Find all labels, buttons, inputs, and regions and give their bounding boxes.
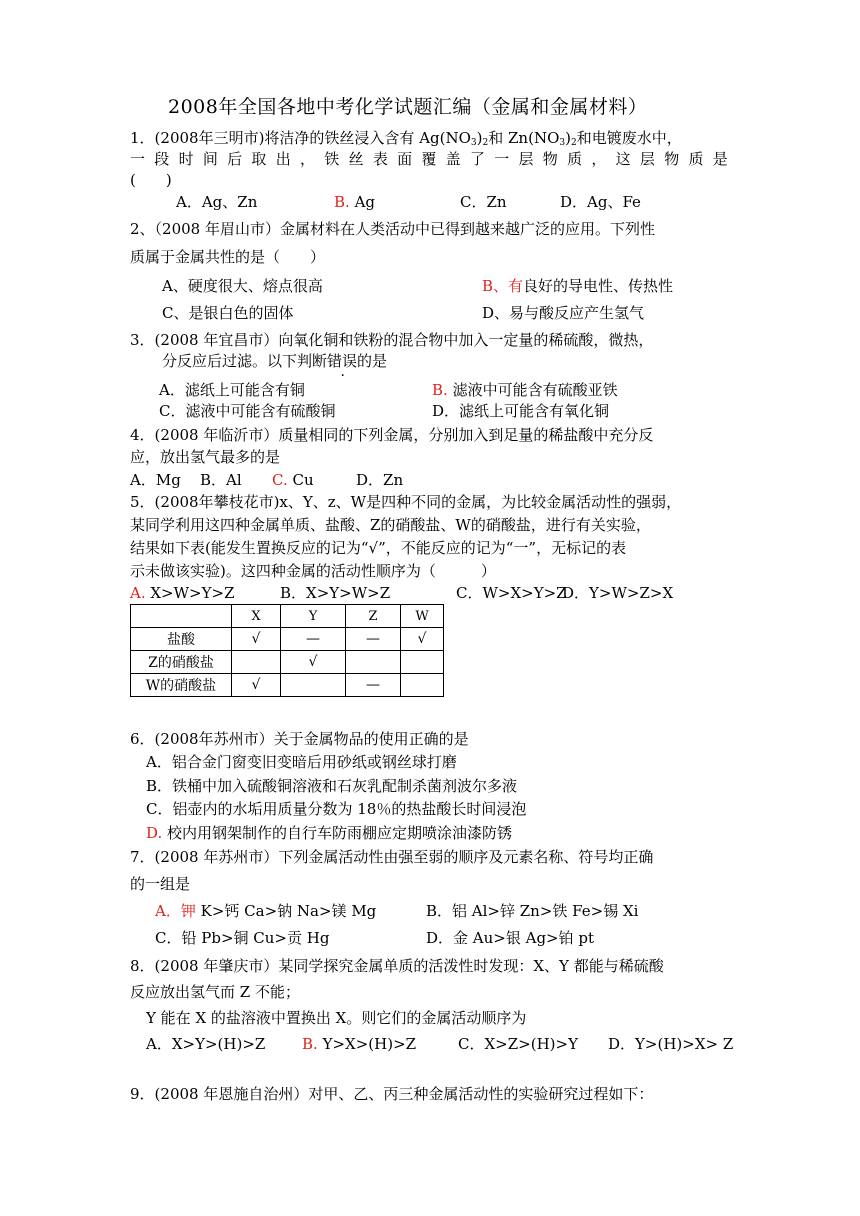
table-header-cell: Y [281, 605, 346, 628]
q6-option-b: B．铁桶中加入硫酸铜溶液和石灰乳配制杀菌剂波尔多液 [146, 777, 518, 795]
q5-options [130, 582, 673, 604]
table-row [131, 674, 444, 697]
q4-option-a: A．Mg [130, 471, 181, 489]
q1-stem-line1: 1．(2008年三明市)将洁净的铁丝浸入含有 $Ag(NO_3)_2$和 $Zn(NO_3)_2$和电镀废水中， [130, 129, 682, 148]
q6-option-c: C．铝壶内的水垢用质量分数为 18％的热盐酸长时间浸泡 [146, 800, 527, 818]
table-header-cell: X [232, 605, 281, 628]
q5-stem-line3: 结果如下表(能发生置换反应的记为“√”，不能反应的记为“一”，无标记的表 [130, 539, 627, 557]
table-cell: — [346, 628, 401, 651]
table-cell: — [346, 674, 401, 697]
q1-option-a: A．Ag、Zn [176, 193, 258, 211]
q5-option-b: B．X>Y>W>Z [280, 584, 391, 602]
q7-option-b: B．铝 Al>锌 Zn>铁 Fe>锡 Xi [426, 902, 639, 920]
q5-option-c: C．W>X>Y>Z [456, 584, 567, 602]
table-cell [281, 674, 346, 697]
q3-stem-line2: 分反应后过滤。以下判断错误的是 [162, 352, 388, 370]
q5-option-a: A. X>W>Y>Z [130, 584, 235, 602]
q6-option-a: A．铝合金门窗变旧变暗后用砂纸或钢丝球打磨 [146, 753, 457, 771]
table-cell: √ [401, 628, 444, 651]
q8-option-a: A．X>Y>(H)>Z [146, 1035, 266, 1053]
table-header-cell: Z [346, 605, 401, 628]
q3-emphasis-text: 错误 [327, 352, 358, 370]
q7-option-d: D．金 Au>银 Ag>铂 pt [426, 929, 595, 947]
page-title: 2008年全国各地中考化学试题汇编（金属和金属材料） [168, 96, 648, 118]
table-cell [401, 674, 444, 697]
table-row [131, 651, 444, 674]
q8-option-b: B. Y>X>(H)>Z [302, 1035, 417, 1053]
q1-option-d: D．Ag、Fe [560, 193, 641, 211]
table-cell: √ [232, 628, 281, 651]
table-cell: √ [281, 651, 346, 674]
q2-option-d: D、易与酸反应产生氢气 [482, 304, 645, 322]
q4-stem-line2: 应，放出氢气最多的是 [130, 448, 281, 466]
q2-option-b: B、有良好的导电性、传热性 [482, 277, 674, 295]
q4-option-b: B．Al [200, 471, 242, 489]
q7-option-c: C．铅 Pb>铜 Cu>贡 Hg [155, 929, 330, 947]
q1-answer-blank: ( ) [130, 171, 172, 189]
q5-stem-line1: 5．(2008年攀枝花市)x、Y、z、W是四种不同的金属，为比较金属活动性的强弱， [130, 493, 682, 511]
q1-option-b: B. Ag [334, 193, 375, 211]
q2-stem-line2: 质属于金属共性的是（ ） [130, 248, 326, 266]
q8-stem-line1: 8．(2008 年肇庆市）某同学探究金属单质的活泼性时发现：X、Y 都能与稀硫酸 [130, 957, 664, 975]
q2-option-a: A、硬度很大、熔点很高 [162, 277, 323, 295]
table-cell [346, 651, 401, 674]
table-cell: Z的硝酸盐 [131, 651, 232, 674]
q3-option-b: B. 滤液中可能含有硫酸亚铁 [432, 381, 618, 399]
table-header-cell [131, 605, 232, 628]
table-cell [401, 651, 444, 674]
q1-option-c: C．Zn [460, 193, 507, 211]
q8-stem-line3: Y 能在 X 的盐溶液中置换出 X。则它们的金属活动顺序为 [146, 1009, 527, 1027]
table-cell: 盐酸 [131, 628, 232, 651]
q3-stem-line1: 3．(2008 年宜昌市）向氧化铜和铁粉的混合物中加入一定量的稀硫酸，微热， [130, 331, 654, 349]
q8-option-c: C．X>Z>(H)>Y [458, 1035, 578, 1053]
q5-result-table [130, 604, 444, 697]
q9-stem: 9．(2008 年恩施自治州）对甲、乙、丙三种金属活动性的实验研究过程如下： [130, 1085, 654, 1103]
q2-stem-line1: 2、（2008 年眉山市）金属材料在人类活动中已得到越来越广泛的应用。下列性 [130, 220, 655, 238]
q8-options [146, 1033, 733, 1055]
q8-option-d: D．Y>(H)>X> Z [608, 1035, 734, 1053]
q6-stem: 6．(2008年苏州市）关于金属物品的使用正确的是 [130, 730, 469, 748]
table-cell: W的硝酸盐 [131, 674, 232, 697]
q7-stem-line2: 的一组是 [130, 875, 191, 893]
table-header-row [131, 605, 444, 628]
q8-stem-line2: 反应放出氢气而 Z 不能； [130, 983, 300, 1001]
q3-option-d: D．滤纸上可能含有氧化铜 [432, 402, 610, 420]
q5-option-d: D．Y>W>Z>X [562, 584, 674, 602]
table-row [131, 628, 444, 651]
q2-option-c: C、是银白色的固体 [162, 304, 294, 322]
q4-option-c: C. Cu [272, 471, 314, 489]
q3-option-a: A．滤纸上可能含有铜 [159, 381, 305, 399]
q6-option-d: D. 校内用钢架制作的自行车防雨棚应定期喷涂油漆防锈 [146, 824, 513, 842]
q1-options [176, 191, 641, 213]
q5-stem-line4: 示未做该实验)。这四种金属的活动性顺序为（ ） [130, 562, 496, 580]
table-cell: √ [232, 674, 281, 697]
table-cell: — [281, 628, 346, 651]
q4-stem-line1: 4．(2008 年临沂市）质量相同的下列金属，分别加入到足量的稀盐酸中充分反 [130, 426, 654, 444]
q7-stem-line1: 7．(2008 年苏州市）下列金属活动性由强至弱的顺序及元素名称、符号均正确 [130, 848, 654, 866]
q3-option-c: C．滤液中可能含有硫酸铜 [159, 402, 336, 420]
q4-options [130, 469, 403, 491]
q7-option-a: A．钾 K>钙 Ca>钠 Na>镁 Mg [155, 902, 377, 920]
table-cell [232, 651, 281, 674]
table-header-cell: W [401, 605, 444, 628]
q5-stem-line2: 某同学利用这四种金属单质、盐酸、Z的硝酸盐、W的硝酸盐，进行有关实验， [130, 516, 651, 534]
q1-stem-line2: 一 段 时 间 后 取 出 ， 铁 丝 表 面 覆 盖 了 一 层 物 质 ， 这 层 物 质 是 [130, 150, 728, 168]
q4-option-d: D．Zn [356, 471, 404, 489]
